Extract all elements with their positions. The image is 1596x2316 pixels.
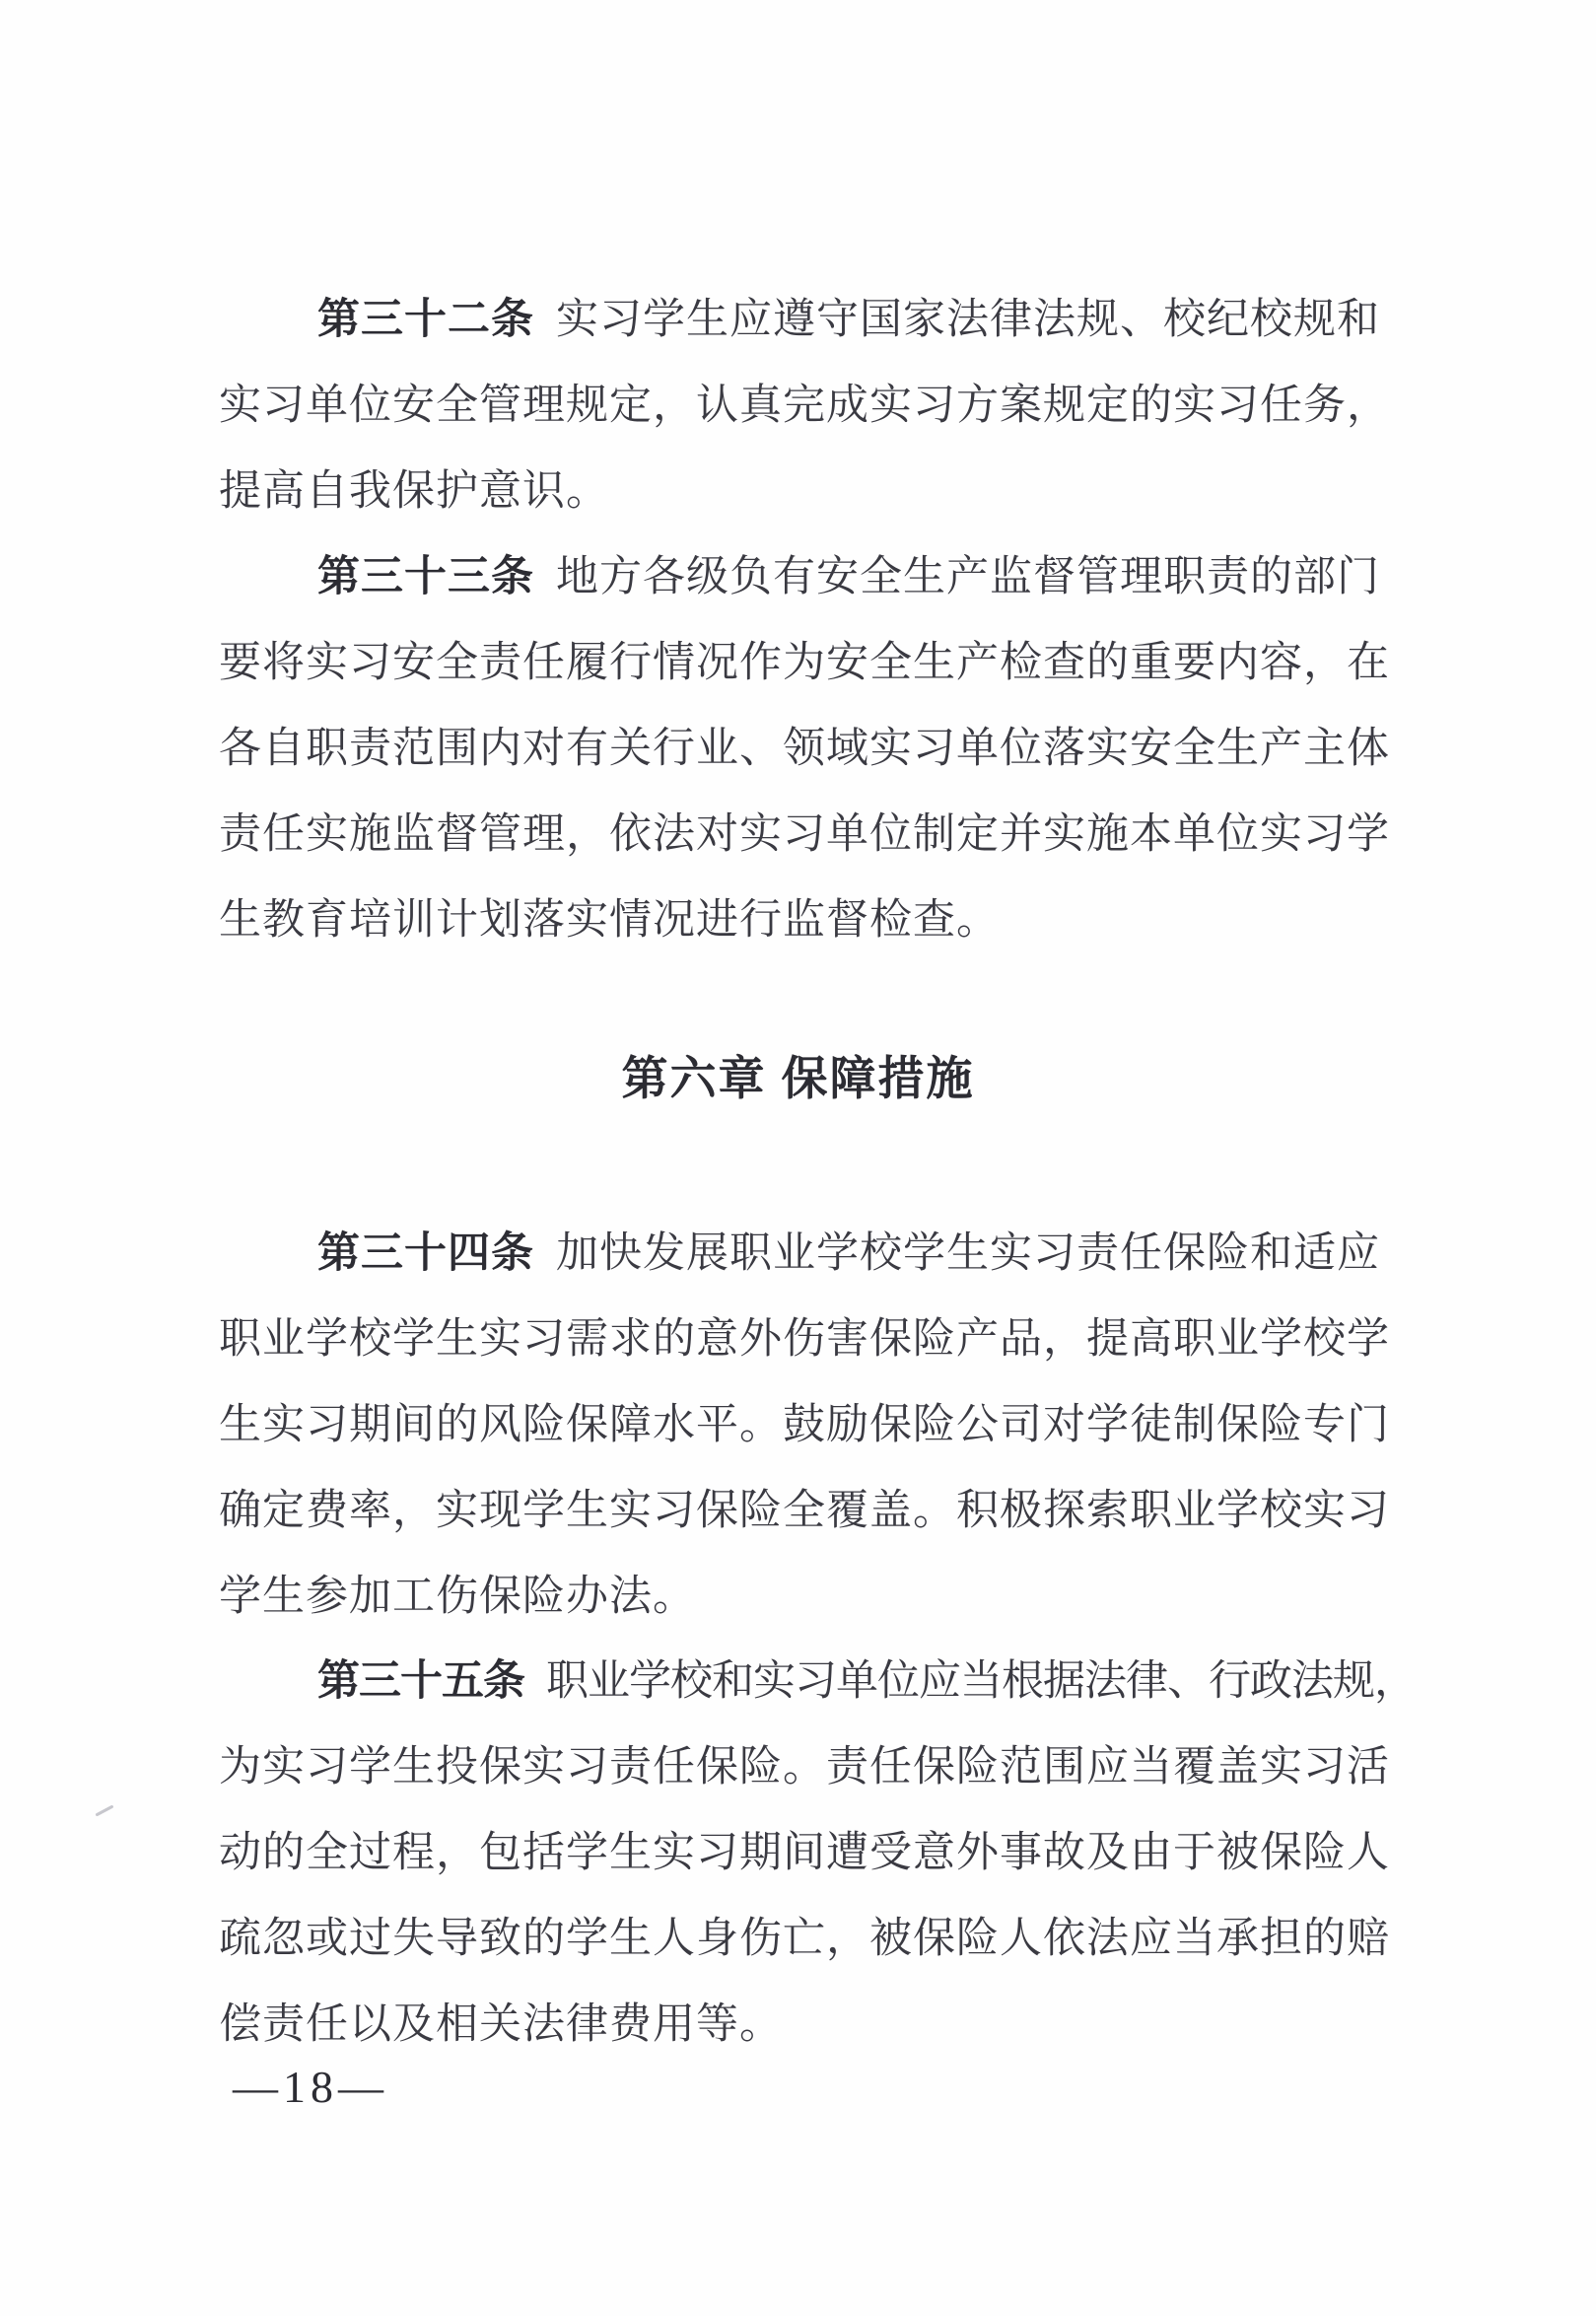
- article-35-line-2: 为实习学生投保实习责任保险。责任保险范围应当覆盖实习活: [219, 1744, 1390, 1790]
- article-33-line-2: 要将实习安全责任履行情况作为安全生产检查的重要内容，在: [219, 640, 1390, 686]
- article-32-line-1: [219, 277, 1394, 363]
- article-32-line-3: 提高自我保护意识。: [219, 468, 609, 515]
- article-34-line-4: 确定费率，实现学生实习保险全覆盖。积极探索职业学校实习: [219, 1488, 1390, 1534]
- article-35-line-3: 动的全过程，包括学生实习期间遭受意外事故及由于被保险人: [219, 1830, 1390, 1876]
- article-32-number: 第三十二条: [317, 297, 534, 343]
- article-33-line-3: 各自职责范围内对有关行业、领域实习单位落实安全生产主体: [219, 726, 1390, 772]
- article-34-line-5: 学生参加工伤保险办法。: [219, 1574, 696, 1620]
- articles-32-33-block: [219, 277, 1394, 963]
- article-35-line-4: 疏忽或过失导致的学生人身伤亡，被保险人依法应当承担的赔: [219, 1916, 1390, 1962]
- article-33-line-4: 责任实施监督管理，依法对实习单位制定并实施本单位实习学: [219, 811, 1390, 858]
- article-33-line-1: [219, 534, 1394, 620]
- article-33-line-5: 生教育培训计划落实情况进行监督检查。: [219, 897, 1000, 944]
- article-32-line-1-text: 实习学生应遵守国家法律法规、校纪校规和: [556, 297, 1380, 343]
- article-34-line-1-text: 加快发展职业学校学生实习责任保险和适应: [556, 1230, 1380, 1277]
- article-33-number: 第三十三条: [317, 554, 534, 600]
- article-34-number: 第三十四条: [317, 1230, 534, 1277]
- page-number: —18—: [233, 2062, 388, 2112]
- article-34-line-1: [219, 1211, 1394, 1297]
- article-32-line-2: 实习单位安全管理规定，认真完成实习方案规定的实习任务，: [219, 383, 1390, 429]
- article-34-line-3: 生实习期间的风险保障水平。鼓励保险公司对学徒制保险专门: [219, 1402, 1390, 1448]
- article-34-block: [219, 1211, 1394, 1640]
- article-35-block: [219, 1639, 1416, 2068]
- article-33-line-1-text: 地方各级负有安全生产监督管理职责的部门: [556, 554, 1380, 600]
- article-35-line-1-text: 职业学校和实习单位应当根据法律、行政法规，: [546, 1658, 1416, 1705]
- chapter-heading: 第六章 保障措施: [621, 1052, 975, 1104]
- article-35-line-1: [219, 1639, 1416, 1724]
- scan-artifact-mark: [95, 1804, 113, 1816]
- article-35-number: 第三十五条: [317, 1658, 524, 1705]
- article-34-line-2: 职业学校学生实习需求的意外伤害保险产品，提高职业学校学: [219, 1316, 1390, 1363]
- article-35-line-5: 偿责任以及相关法律费用等。: [219, 2001, 783, 2048]
